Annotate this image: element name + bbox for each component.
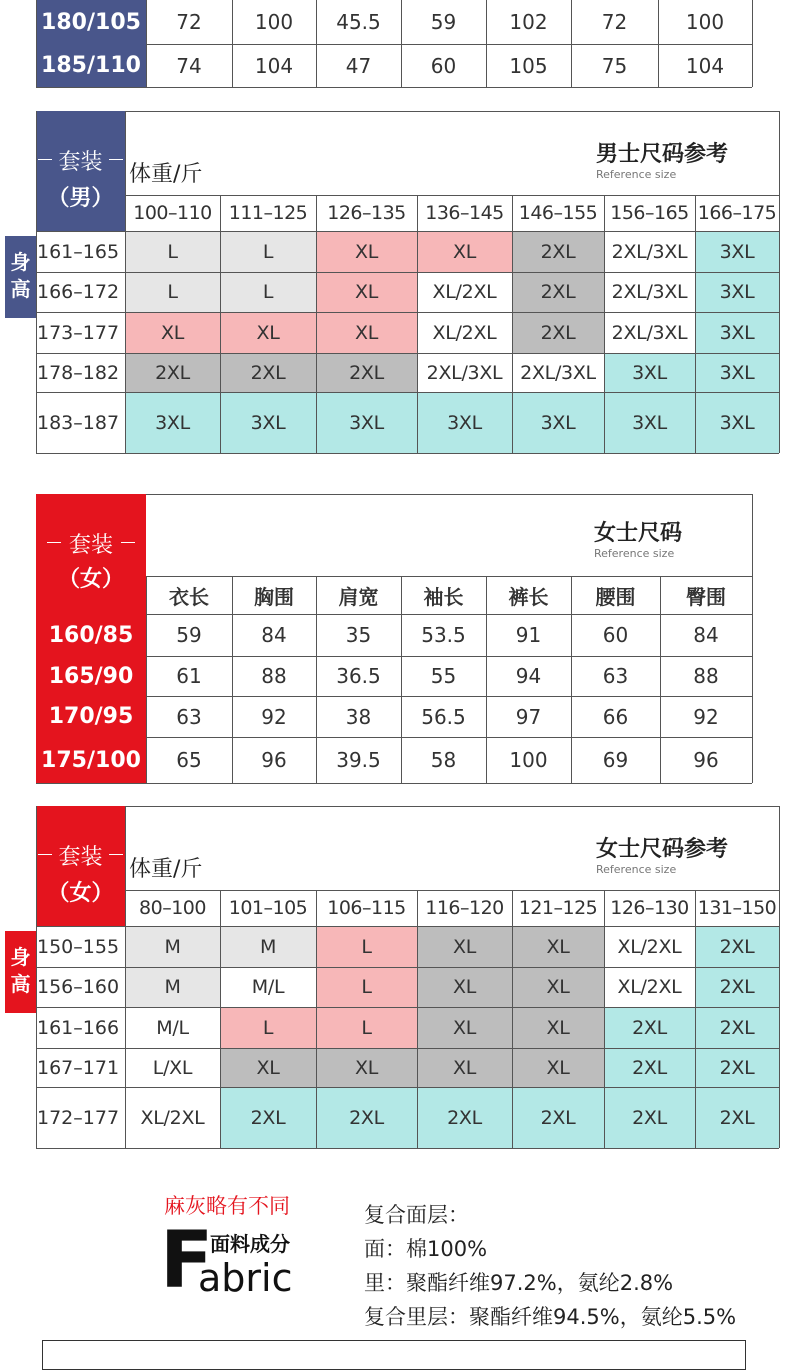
grid-line xyxy=(779,111,780,453)
table-title: 男士尺码参考 xyxy=(596,142,729,167)
size-cell: XL xyxy=(417,926,512,967)
size-cell: 3XL xyxy=(695,231,779,272)
column-header: 臀围 xyxy=(686,584,726,609)
size-cell: 2XL xyxy=(695,1007,779,1048)
table-cell: 66 xyxy=(602,704,629,729)
size-cell: XL/2XL xyxy=(604,926,695,967)
table-cell: 105 xyxy=(509,53,548,78)
size-cell: M xyxy=(125,967,220,1007)
table-cell: 55 xyxy=(430,664,457,688)
size-cell: 2XL xyxy=(220,1087,316,1148)
grid-line xyxy=(486,0,487,87)
table-cell: 53.5 xyxy=(421,623,466,647)
size-cell: M/L xyxy=(125,1007,220,1048)
grid-line xyxy=(146,614,752,615)
grid-line xyxy=(316,0,317,87)
badge-title: 套装 xyxy=(58,150,103,175)
table-title: 女士尺码 xyxy=(594,521,683,546)
weight-header: 146–155 xyxy=(518,202,598,224)
size-cell: 3XL xyxy=(316,392,417,453)
badge-subtitle: （女） xyxy=(47,881,114,906)
grid-line xyxy=(779,806,780,1148)
size-label: 175/100 xyxy=(41,747,141,773)
grid-line xyxy=(316,195,317,453)
table-cell: 100 xyxy=(509,748,548,772)
table-cell: 92 xyxy=(261,704,287,729)
table-cell: 104 xyxy=(685,53,725,78)
grid-line xyxy=(604,195,605,453)
size-cell: L xyxy=(220,231,316,272)
grid-line xyxy=(146,494,752,495)
grid-line xyxy=(36,1007,779,1008)
grid-line xyxy=(220,890,221,1148)
grid-line xyxy=(401,576,402,783)
size-cell: 2XL xyxy=(512,231,604,272)
height-label: 183–187 xyxy=(37,411,120,434)
table-cell: 59 xyxy=(430,10,457,34)
grid-line xyxy=(316,890,317,1148)
grid-line xyxy=(146,576,147,783)
size-cell: 2XL xyxy=(316,353,417,392)
weight-header: 126–135 xyxy=(327,202,406,224)
size-cell: 2XL xyxy=(604,1048,695,1087)
size-cell: XL xyxy=(417,231,512,272)
grid-line xyxy=(36,0,37,87)
grid-line xyxy=(401,0,402,87)
grid-line xyxy=(752,494,753,783)
column-header: 腰围 xyxy=(595,584,636,609)
size-cell: 2XL xyxy=(512,312,604,353)
size-label: 170/95 xyxy=(48,704,134,729)
side-label-text: 高 xyxy=(10,277,31,301)
height-label: 150–155 xyxy=(37,935,120,958)
size-cell: XL xyxy=(316,231,417,272)
table-cell: 63 xyxy=(602,664,629,688)
table-cell: 35 xyxy=(345,623,372,647)
table-cell: 96 xyxy=(261,748,287,772)
grid-line xyxy=(36,111,37,453)
size-cell: 3XL xyxy=(695,312,779,353)
size-cell: XL/2XL xyxy=(604,967,695,1007)
size-cell: XL xyxy=(417,967,512,1007)
grid-line xyxy=(417,890,418,1148)
size-cell: XL xyxy=(512,1007,604,1048)
grid-line xyxy=(36,926,779,927)
grid-line xyxy=(125,806,779,807)
fabric-line: 复合面层： xyxy=(364,1203,469,1227)
height-label: 178–182 xyxy=(37,361,120,384)
grid-line xyxy=(36,392,779,393)
grid-line xyxy=(125,806,126,1148)
size-cell: XL xyxy=(417,1007,512,1048)
table-cell: 94 xyxy=(515,664,542,688)
size-cell: L xyxy=(316,1007,417,1048)
size-cell: XL xyxy=(316,1048,417,1087)
grid-line xyxy=(36,1148,779,1149)
grid-line xyxy=(125,111,126,453)
size-cell: XL xyxy=(512,926,604,967)
badge-rule xyxy=(109,854,123,855)
table-cell: 97 xyxy=(515,704,542,729)
weight-header: 116–120 xyxy=(425,897,504,919)
badge-title: 套装 xyxy=(58,845,103,870)
fabric-logo xyxy=(160,1216,310,1307)
grid-line xyxy=(695,890,696,1148)
height-label: 173–177 xyxy=(37,321,120,344)
table-cell: 104 xyxy=(254,53,294,78)
badge-title: 套装 xyxy=(68,533,113,558)
table-subtitle: Reference size xyxy=(596,863,677,876)
fabric-note: 麻灰略有不同 xyxy=(164,1194,290,1218)
weight-header: 126–130 xyxy=(610,897,689,919)
table-cell: 74 xyxy=(176,53,202,78)
grid-line xyxy=(316,576,317,783)
size-cell: 2XL/3XL xyxy=(604,312,695,353)
height-label: 166–172 xyxy=(37,281,120,303)
size-cell: 2XL/3XL xyxy=(604,272,695,312)
weight-header: 101–105 xyxy=(228,897,308,919)
table-cell: 38 xyxy=(345,704,372,729)
table-cell: 88 xyxy=(261,664,287,688)
size-cell: M xyxy=(220,926,316,967)
table-cell: 69 xyxy=(602,748,629,772)
badge-rule xyxy=(109,159,123,160)
table-subtitle: Reference size xyxy=(594,547,675,560)
fabric-label-cn: 面料成分 xyxy=(210,1232,290,1256)
size-cell: 2XL xyxy=(512,272,604,312)
grid-line xyxy=(36,312,779,313)
size-label: 165/90 xyxy=(48,663,134,689)
fabric-line: 复合里层：聚酯纤维94.5%，氨纶5.5% xyxy=(364,1305,737,1329)
table-cell: 100 xyxy=(254,10,294,34)
column-header: 胸围 xyxy=(254,584,294,609)
grid-line xyxy=(660,576,661,783)
size-cell: L xyxy=(316,926,417,967)
badge-rule xyxy=(47,542,61,543)
badge-rule xyxy=(38,854,52,855)
grid-line xyxy=(417,195,418,453)
size-cell: XL xyxy=(316,272,417,312)
size-cell: 2XL/3XL xyxy=(417,353,512,392)
weight-header: 156–165 xyxy=(610,202,689,224)
table-cell: 56.5 xyxy=(421,704,466,729)
size-cell: L/XL xyxy=(125,1048,220,1087)
bottom-frame xyxy=(42,1340,746,1370)
weight-header: 106–115 xyxy=(327,897,406,919)
table-cell: 47 xyxy=(345,53,372,78)
grid-line xyxy=(36,783,752,784)
size-cell: 2XL xyxy=(695,926,779,967)
table-cell: 59 xyxy=(176,623,202,647)
grid-line xyxy=(36,967,779,968)
table-subtitle: Reference size xyxy=(596,168,677,181)
size-cell: 3XL xyxy=(125,392,220,453)
size-cell: XL xyxy=(417,1048,512,1087)
height-label: 172–177 xyxy=(37,1106,120,1129)
grid-line xyxy=(36,87,752,88)
size-cell: 3XL xyxy=(604,353,695,392)
grid-line xyxy=(146,576,752,577)
size-label: 185/110 xyxy=(36,44,146,87)
size-cell: 3XL xyxy=(220,392,316,453)
size-cell: 2XL/3XL xyxy=(512,353,604,392)
size-cell: L xyxy=(220,1007,316,1048)
table-cell: 102 xyxy=(509,10,548,34)
table-cell: 63 xyxy=(176,704,202,729)
weight-header: 131–150 xyxy=(697,897,777,919)
grid-line xyxy=(571,0,572,87)
side-label-text: 身 xyxy=(10,250,31,274)
size-cell: L xyxy=(316,967,417,1007)
badge-subtitle: （女） xyxy=(57,567,124,592)
grid-line xyxy=(695,195,696,453)
column-header: 衣长 xyxy=(169,584,209,609)
grid-line xyxy=(146,696,752,697)
table-title: 女士尺码参考 xyxy=(596,837,729,862)
table-cell: 60 xyxy=(430,53,457,78)
grid-line xyxy=(36,272,779,273)
column-header: 裤长 xyxy=(508,584,549,609)
size-cell: L xyxy=(125,231,220,272)
table-cell: 96 xyxy=(693,748,719,772)
size-cell: XL xyxy=(125,312,220,353)
column-header: 肩宽 xyxy=(338,584,379,609)
size-cell: XL/2XL xyxy=(417,312,512,353)
badge-subtitle: （男） xyxy=(47,186,114,211)
table-cell: 84 xyxy=(261,623,287,647)
size-cell: 2XL xyxy=(417,1087,512,1148)
table-cell: 65 xyxy=(176,748,202,772)
grid-line xyxy=(125,890,779,891)
size-cell: 2XL xyxy=(604,1087,695,1148)
size-cell: L xyxy=(220,272,316,312)
fabric-line: 里：聚酯纤维97.2%，氨纶2.8% xyxy=(364,1271,674,1295)
size-label: 160/85 xyxy=(48,622,134,648)
size-cell: 3XL xyxy=(695,392,779,453)
height-label: 161–166 xyxy=(37,1016,120,1039)
size-cell: 3XL xyxy=(417,392,512,453)
grid-line xyxy=(146,737,752,738)
size-label: 180/105 xyxy=(36,0,146,44)
grid-line xyxy=(146,656,752,657)
table-cell: 84 xyxy=(693,623,719,647)
grid-line xyxy=(125,111,779,112)
size-cell: XL xyxy=(316,312,417,353)
grid-line xyxy=(36,806,37,1148)
fabric-word: abric xyxy=(198,1256,293,1300)
weight-header: 80–100 xyxy=(139,897,206,919)
size-cell: 2XL/3XL xyxy=(604,231,695,272)
weight-header: 166–175 xyxy=(697,202,777,224)
table-cell: 36.5 xyxy=(336,664,381,688)
table-cell: 91 xyxy=(515,623,542,647)
fabric-big-letter: F xyxy=(160,1216,214,1306)
size-cell: 3XL xyxy=(695,272,779,312)
fabric-composition xyxy=(364,1198,736,1334)
table-cell: 72 xyxy=(176,10,202,34)
table-cell: 75 xyxy=(601,53,628,78)
size-cell: 2XL xyxy=(695,967,779,1007)
table-cell: 45.5 xyxy=(336,10,381,34)
side-label-text: 身 xyxy=(10,945,31,969)
size-cell: XL xyxy=(220,312,316,353)
table-cell: 58 xyxy=(430,748,457,772)
badge-rule xyxy=(38,159,52,160)
weight-header: 121–125 xyxy=(518,897,598,919)
weight-label: 体重/斤 xyxy=(129,162,203,187)
grid-line xyxy=(146,44,752,45)
size-cell: 2XL xyxy=(125,353,220,392)
grid-line xyxy=(36,353,779,354)
grid-line xyxy=(36,1048,779,1049)
grid-line xyxy=(752,0,753,87)
column-header: 袖长 xyxy=(423,584,464,609)
size-cell: 2XL xyxy=(695,1048,779,1087)
size-cell: 3XL xyxy=(604,392,695,453)
size-cell: M xyxy=(125,926,220,967)
table-cell: 61 xyxy=(176,664,202,688)
size-cell: L xyxy=(125,272,220,312)
size-cell: 2XL xyxy=(220,353,316,392)
weight-header: 100–110 xyxy=(133,202,212,224)
table-cell: 60 xyxy=(602,623,629,647)
size-cell: XL/2XL xyxy=(125,1087,220,1148)
side-label-text: 高 xyxy=(10,972,31,996)
grid-line xyxy=(36,453,779,454)
grid-line xyxy=(512,890,513,1148)
grid-line xyxy=(486,576,487,783)
grid-line xyxy=(604,890,605,1148)
size-cell: XL xyxy=(512,1048,604,1087)
height-label: 161–165 xyxy=(37,240,120,263)
size-cell: 3XL xyxy=(695,353,779,392)
grid-line xyxy=(512,195,513,453)
size-cell: XL xyxy=(220,1048,316,1087)
height-label: 156–160 xyxy=(37,976,120,998)
grid-line xyxy=(232,0,233,87)
grid-line xyxy=(146,0,147,87)
table-cell: 100 xyxy=(685,10,725,34)
table-cell: 72 xyxy=(601,10,628,34)
weight-label: 体重/斤 xyxy=(129,857,203,882)
size-cell: 2XL xyxy=(316,1087,417,1148)
table-cell: 88 xyxy=(693,664,719,688)
weight-header: 136–145 xyxy=(425,202,504,224)
size-cell: 2XL xyxy=(695,1087,779,1148)
grid-line xyxy=(232,576,233,783)
grid-line xyxy=(125,195,779,196)
size-cell: XL xyxy=(512,967,604,1007)
grid-line xyxy=(571,576,572,783)
size-cell: 3XL xyxy=(512,392,604,453)
height-label: 167–171 xyxy=(37,1056,120,1079)
grid-line xyxy=(36,231,779,232)
size-cell: XL/2XL xyxy=(417,272,512,312)
grid-line xyxy=(658,0,659,87)
weight-header: 111–125 xyxy=(228,202,308,224)
size-cell: 2XL xyxy=(512,1087,604,1148)
size-cell: M/L xyxy=(220,967,316,1007)
badge-rule xyxy=(121,542,135,543)
table-cell: 92 xyxy=(693,704,719,729)
table-cell: 39.5 xyxy=(336,748,381,772)
fabric-line: 面：棉100% xyxy=(364,1237,488,1261)
grid-line xyxy=(220,195,221,453)
size-cell: 2XL xyxy=(604,1007,695,1048)
grid-line xyxy=(36,1087,779,1088)
